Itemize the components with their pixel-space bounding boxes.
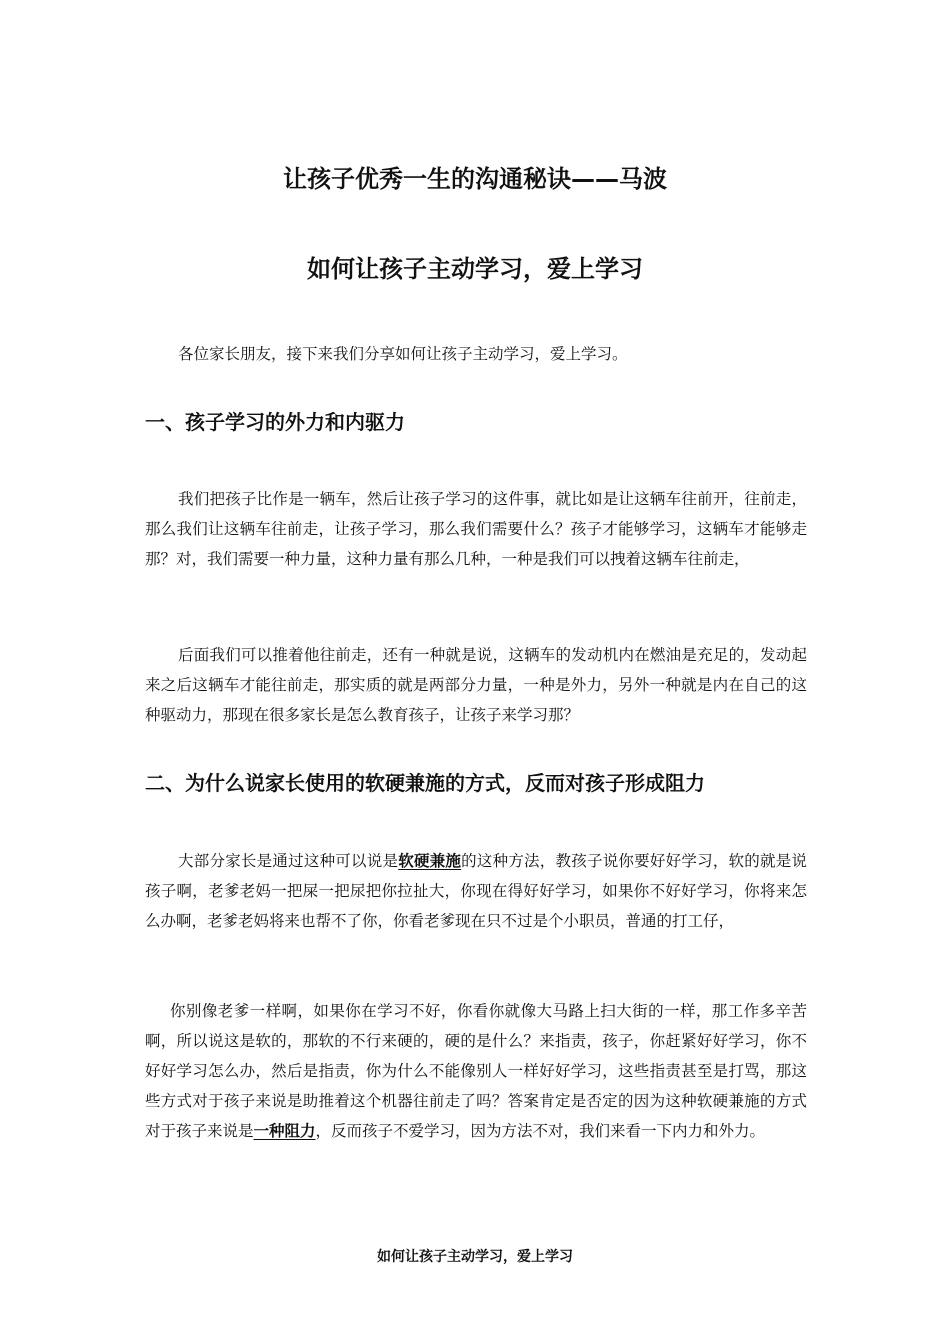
page-footer: 如何让孩子主动学习，爱上学习 [377,1249,573,1265]
section-2-paragraph-1-text-b: 的这种方法，教孩子说你要好好学习，软的就是说孩子啊，老爹老妈一把屎一把尿把你拉扯大，你现在得好好学习，如果你不好好学习，你将来怎么办啊，老爹老妈将来也帮不了你，你看老爹现在只不过是个小职员，普通的打工仔， [145,852,807,930]
document-title: 让孩子优秀一生的沟通秘诀——马波 [283,165,667,193]
keyword-soft-hard: 软硬兼施 [398,852,462,870]
section-2-paragraph-2 [145,996,807,1146]
section-1-paragraph-2: 后面我们可以推着他往前走，还有一种就是说，这辆车的发动机内在燃油是充足的，发动起来之后这辆车才能往前走，那实质的就是两部分力量，一种是外力，另外一种就是内在自己的这种驱动力，那现在很多家长是怎么教育孩子，让孩子来学习那？ [145,646,807,724]
section-2-paragraph-2-text-b: ，反而孩子不爱学习，因为方法不对，我们来看一下内力和外力。 [315,1122,766,1140]
section-1-paragraph-1: 我们把孩子比作是一辆车，然后让孩子学习的这件事，就比如是让这辆车往前开，往前走，那么我们让这辆车往前走，让孩子学习，那么我们需要什么？孩子才能够学习，这辆车才能够走那？对，我们需要一种力量，这种力量有那么几种，一种是我们可以拽着这辆车往前走， [145,490,807,568]
keyword-resistance: 一种阻力 [253,1122,316,1140]
section-2-paragraph-1 [145,846,807,936]
section-1-heading: 一、孩子学习的外力和内驱力 [145,410,405,434]
intro-paragraph: 各位家长朋友，接下来我们分享如何让孩子主动学习，爱上学习。 [178,345,628,363]
section-2-heading: 二、为什么说家长使用的软硬兼施的方式，反而对孩子形成阻力 [145,771,705,795]
section-2-paragraph-2-text-a: 你别像老爹一样啊，如果你在学习不好，你看你就像大马路上扫大街的一样，那工作多辛苦啊，所以说这是软的，那软的不行来硬的，硬的是什么？来指责，孩子，你赶紧好好学习，你不好好学习怎么办，然后是指责，你为什么不能像别人一样好好学习，这些指责甚至是打骂，那这些方式对于孩子来说是助推着这个机器往前走了吗？答案肯定是否定的因为这种软硬兼施的方式对于孩子来说是 [145,1002,807,1140]
section-2-paragraph-1-text-a: 大部分家长是通过这种可以说是 [178,852,399,870]
document-subtitle: 如何让孩子主动学习，爱上学习 [307,255,643,283]
